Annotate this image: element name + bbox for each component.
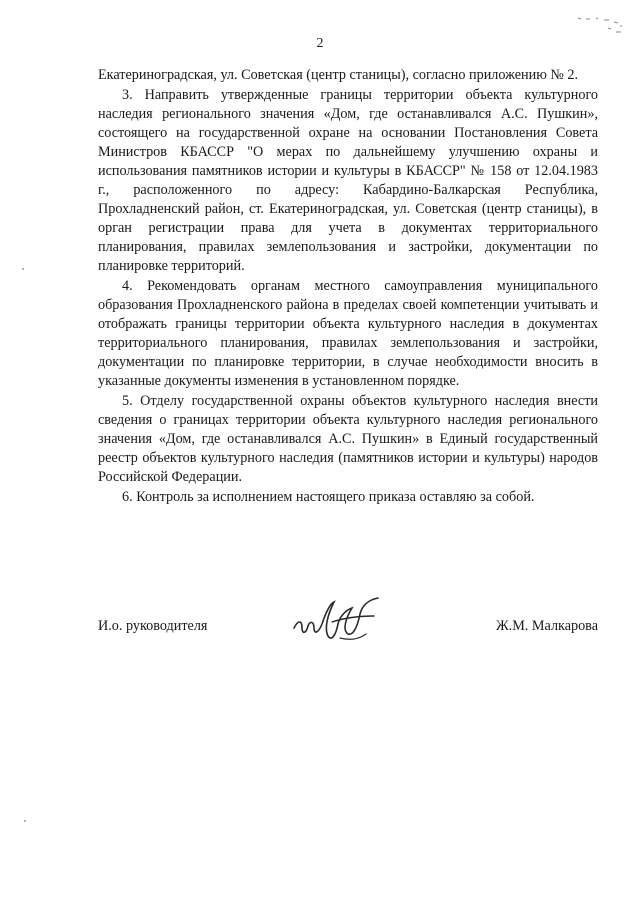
signer-title: И.о. руководителя <box>98 618 208 634</box>
paragraph-item-4: 4. Рекомендовать органам местного самоуправления муниципального образования Прохладненского района в пределах своей компетенции учитывать и отображать границы территории объекта культурного наследия в документах территориального планирования, правилах землепользования и застройки, документации по планировке территории, в случае необходимости вносить в указанные документы изменения в установленном порядке. <box>98 278 598 389</box>
scan-speck <box>24 820 26 822</box>
paragraph-item-3: 3. Направить утвержденные границы территории объекта культурного наследия регионального значения «Дом, где останавливался А.С. Пушкин», состоящего на государственной охране на основании Постановления Совета Министров КБАССР "О мерах по дальнейшему улучшению охраны и использования памятников истории и культуры в КБАССР" № 158 от 12.04.1983 г., расположенного по адресу: Кабардино-Балкарская Республика, Прохладненский район, ст. Екатериноградская, ул. Советская (центр станицы), в орган регистрации права для учета в документах территориального планирования, правилах землепользования и застройки, документации по планировке территорий. <box>98 87 598 274</box>
scan-speck <box>22 268 24 270</box>
handwritten-signature <box>288 594 388 650</box>
signature-block <box>98 594 598 664</box>
paragraph-item-6: 6. Контроль за исполнением настоящего приказа оставляю за собой. <box>122 489 535 505</box>
paragraph-item-5: 5. Отделу государственной охраны объектов культурного наследия внести сведения о границах территории объекта культурного наследия регионального значения «Дом, где останавливался А.С. Пушкин» в Единый государственный реестр объектов культурного наследия (памятников истории и культуры) народов Российской Федерации. <box>98 393 598 485</box>
signer-name: Ж.М. Малкарова <box>495 618 598 634</box>
scan-marks <box>574 14 626 40</box>
page-number: 2 <box>316 36 324 51</box>
document-body <box>98 66 598 507</box>
paragraph-continuation: Екатериноградская, ул. Советская (центр станицы), согласно приложению № 2. <box>98 67 579 83</box>
